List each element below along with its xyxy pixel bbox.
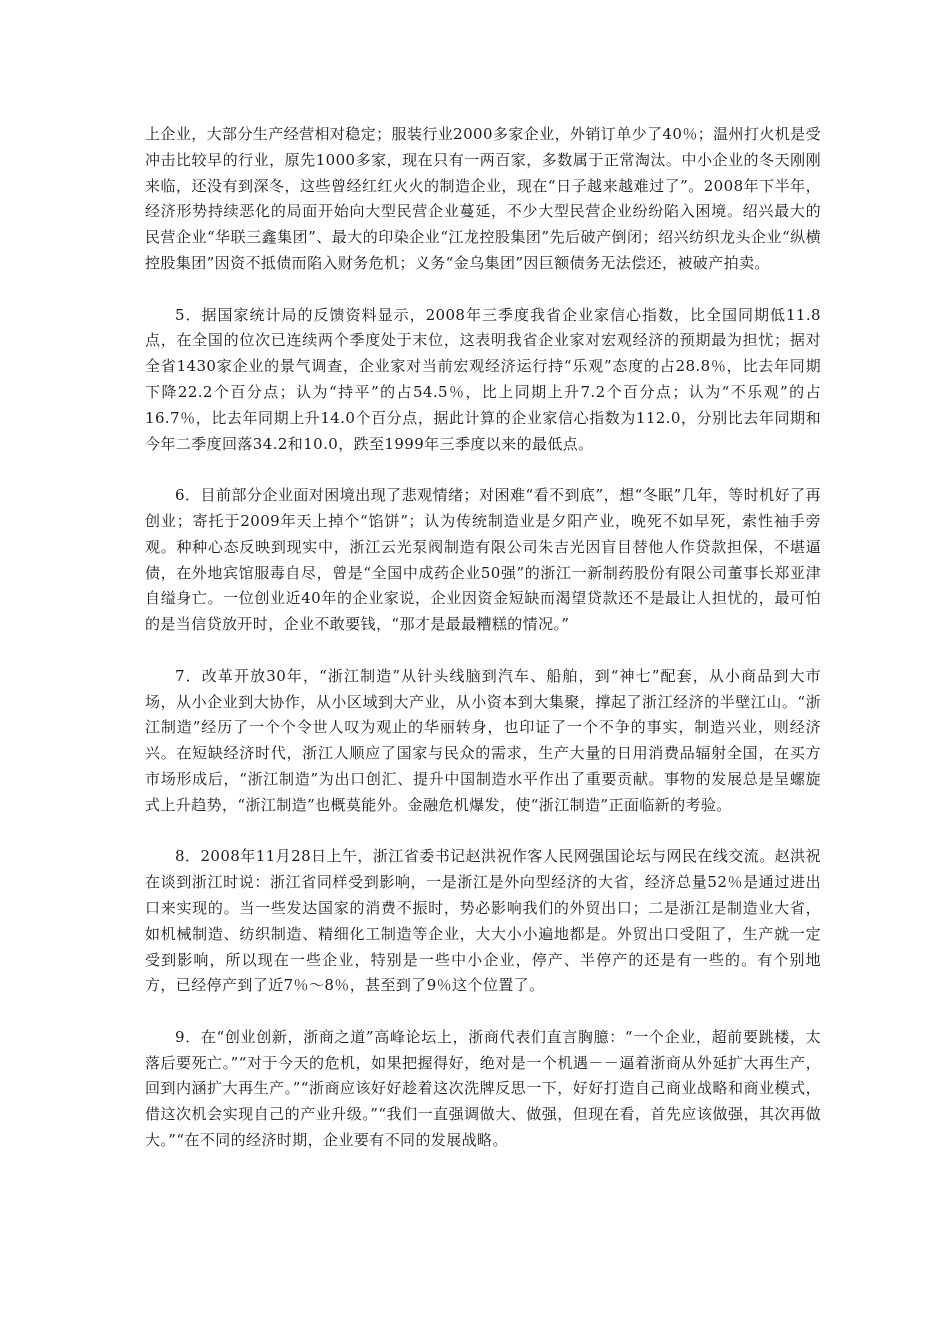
paragraph-5: 5．据国家统计局的反馈资料显示，2008年三季度我省企业家信心指数，比全国同期低11.8点，在全国的位次已连续两个季度处于末位，这表明我省企业家对宏观经济的预期最为担忧；据对全省1430家企业的景气调查，企业家对当前宏观经济运行持“乐观”态度的占28.8％，比去年同期下降22.2个百分点；认为“持平”的占54.5％，比上同期上升7.2个百分点；认为“不乐观”的占16.7％，比去年同期上升14.0个百分点，据此计算的企业家信心指数为112.0，分别比去年同期和今年二季度回落34.2和10.0，跌至1999年三季度以来的最低点。 xyxy=(145,305,821,453)
paragraph-8: 8．2008年11月28日上午，浙江省委书记赵洪祝作客人民网强国论坛与网民在线交流。赵洪祝在谈到浙江时说：浙江省同样受到影响，一是浙江是外向型经济的大省，经济总量52％是通过进出口来实现的。当一些发达国家的消费不振时，势必影响我们的外贸出口；二是浙江是制造业大省，如机械制造、纺织制造、精细化工制造等企业，大大小小遍地都是。外贸出口受阻了，生产就一定受到影响，所以现在一些企业，特别是一些中小企业，停产、半停产的还是有一些的。有个别地方，已经停产到了近7％～8％，甚至到了9％这个位置了。 xyxy=(145,847,821,995)
paragraph-continued: 上企业，大部分生产经营相对稳定；服装行业2000多家企业，外销订单少了40％；温州打火机是受冲击比较早的行业，原先1000多家，现在只有一两百家，多数属于正常淘汰。中小企业的冬天刚刚来临，还没有到深冬，这些曾经红红火火的制造企业，现在“日子越来越难过了”。2008年下半年，经济形势持续恶化的局面开始向大型民营企业蔓延，不少大型民营企业纷纷陷入困境。绍兴最大的民营企业“华联三鑫集团”、最大的印染企业“江龙控股集团”先后破产倒闭；绍兴纺织龙头企业“纵横控股集团”因资不抵债而陷入财务危机；义务“金乌集团”因巨额债务无法偿还，被破产拍卖。 xyxy=(145,125,821,272)
paragraph-7: 7．改革开放30年，“浙江制造”从针头线脑到汽车、船舶，到“神七”配套，从小商品到大市场，从小企业到大协作，从小区域到大产业，从小资本到大集聚，撑起了浙江经济的半壁江山。“浙江制造”经历了一个个令世人叹为观止的华丽转身，也印证了一个不争的事实，制造兴业，则经济兴。在短缺经济时代，浙江人顺应了国家与民众的需求，生产大量的日用消费品辐射全国，在买方市场形成后，“浙江制造”为出口创汇、提升中国制造水平作出了重要贡献。事物的发展总是呈螺旋式上升趋势，“浙江制造”也概莫能外。金融危机爆发，使“浙江制造”正面临新的考验。 xyxy=(145,666,821,814)
paragraph-9: 9．在“创业创新，浙商之道”高峰论坛上，浙商代表们直言胸臆：“一个企业，超前要跳楼，太落后要死亡。”“对于今天的危机，如果把握得好，绝对是一个机遇－－逼着浙商从外延扩大再生产，回到内涵扩大再生产。”“浙商应该好好趁着这次洗牌反思一下，好好打造自己商业战略和商业模式，借这次机会实现自己的产业升级。”“我们一直强调做大、做强，但现在看，首先应该做强，其次再做大。”“在不同的经济时期，企业要有不同的发展战略。 xyxy=(145,1027,821,1150)
paragraph-6: 6．目前部分企业面对困境出现了悲观情绪；对困难“看不到底”，想“冬眠”几年，等时机好了再创业；寄托于2009年天上掉个“馅饼”；认为传统制造业是夕阳产业，晚死不如早死，索性袖手旁观。种种心态反映到现实中，浙江云光泵阀制造有限公司朱吉光因盲目替他人作贷款担保，不堪逼债，在外地宾馆服毒自尽，曾是“全国中成药企业50强”的浙江一新制药股份有限公司董事长郑亚津自缢身亡。一位创业近40年的企业家说，企业因资金短缺而渴望贷款还不是最让人担忧的，最可怕的是当信贷放开时，企业不敢要钱，“那才是最最糟糕的情况。” xyxy=(145,486,821,634)
document-page xyxy=(145,122,821,1180)
